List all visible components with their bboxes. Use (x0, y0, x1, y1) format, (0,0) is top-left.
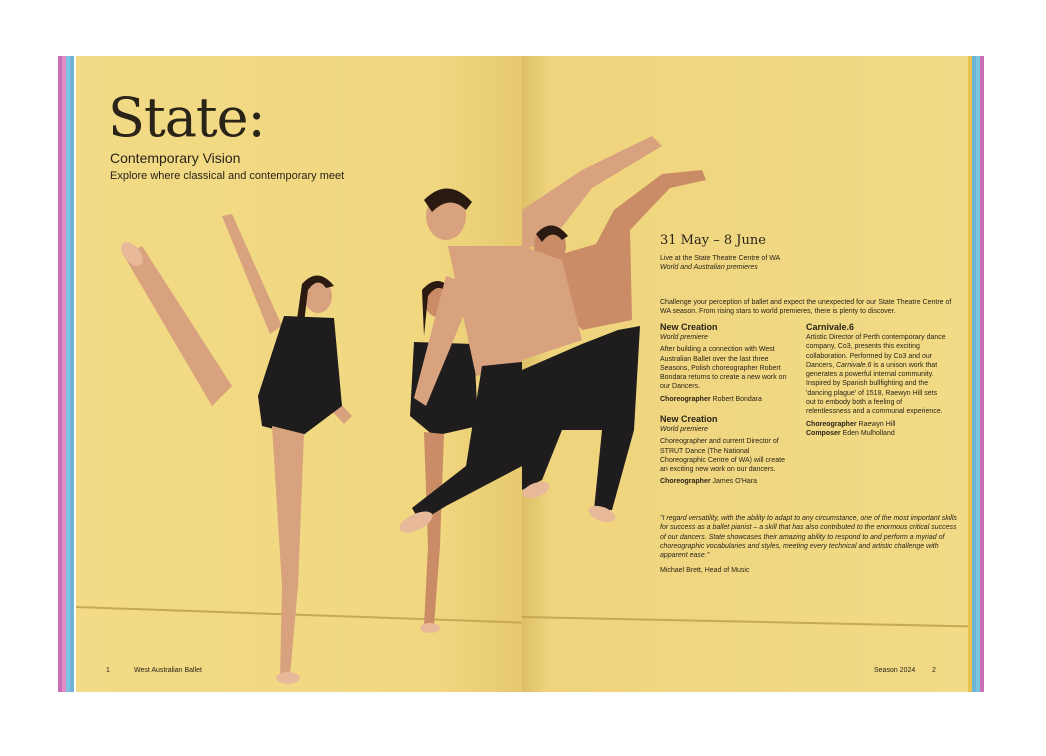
work-description: After building a connection with West Australian Ballet over the last three Seasons, Polish choreographer Robert Bondara returns to create a new work on our Dancers. (660, 346, 787, 391)
folio-publication: West Australian Ballet (134, 667, 202, 674)
page-title: State: (108, 86, 265, 149)
credit-name: Raewyn Hill (858, 420, 896, 428)
pull-quote: "I regard versatility, with the ability to adapt to any circumstance, one of the most important skills for success as a ballet pianist – a skill that has also contributed to the enormous critical success of our dancers. State showcases their amazing ability to respond to and perform a myriad of choreographic vocabularies and styles, meeting every technical and artistic challenge with apparent ease." (660, 515, 957, 560)
intro-paragraph: Challenge your perception of ballet and expect the unexpected for our State Theatre Centre of WA season. From rising stars to world premieres, there is plenty to discover. (660, 299, 952, 316)
work-status: World premiere (660, 334, 708, 341)
page-tagline: Explore where classical and contemporary meet (110, 170, 345, 182)
stage-floor-line (522, 616, 968, 627)
credit-name: Eden Mulholland (842, 429, 895, 437)
folio-number: 1 (106, 667, 110, 674)
work-credit (660, 477, 794, 486)
magazine-spread (58, 56, 986, 692)
dancer-ballerina-front (112, 206, 352, 686)
page-edge-stripe (980, 56, 984, 692)
credit-role: Choreographer (660, 478, 711, 486)
credit-role: Composer (806, 429, 841, 437)
work-title: New Creation (660, 322, 718, 332)
work-credit (806, 420, 946, 429)
work-title: New Creation (660, 414, 718, 424)
work-description: Choreographer and current Director of STRUT Dance (The National Choreographic Centre of WA) will create an exciting new work on our dancers. (660, 438, 786, 474)
folio-number: 2 (932, 667, 936, 674)
page-edge-stripe (70, 56, 74, 692)
dancer-male-front (386, 176, 522, 556)
venue-info (660, 254, 780, 273)
credit-role: Choreographer (660, 395, 711, 403)
quote-attribution: Michael Brett, Head of Music (660, 567, 750, 574)
premieres-line: World and Australian premieres (660, 264, 758, 272)
work-entry (660, 414, 794, 487)
work-credit (660, 395, 794, 404)
work-credit (806, 429, 946, 438)
page-subtitle: Contemporary Vision (110, 150, 241, 166)
work-status: World premiere (660, 426, 708, 433)
credit-role: Choreographer (806, 420, 857, 428)
work-entry (660, 322, 794, 404)
credit-name: Robert Bondara (712, 395, 762, 403)
season-dates: 31 May – 8 June (660, 233, 766, 248)
work-title: Carnivale.6 (806, 322, 855, 332)
venue-line: Live at the State Theatre Centre of WA (660, 255, 781, 262)
left-page (76, 56, 522, 692)
work-description (806, 333, 946, 417)
description-text: Artistic Director of Perth contemporary dance company, Co3, presents this exciting collaboration. Performed by Co3 and our Dancers, (806, 334, 946, 369)
description-text: is a unison work that generates a powerful internal community. Inspired by Spanish bullfighting and the 'dancing plague' of 1518, Raewyn Hill sets out to embody both a feeling of relentlessness and a communal experience. (806, 361, 943, 416)
credit-name: James O'Hara (712, 478, 758, 486)
right-page (522, 56, 968, 692)
description-italic: Carnivale.6 (835, 361, 872, 369)
work-entry (806, 322, 946, 438)
folio-season: Season 2024 (874, 667, 916, 674)
